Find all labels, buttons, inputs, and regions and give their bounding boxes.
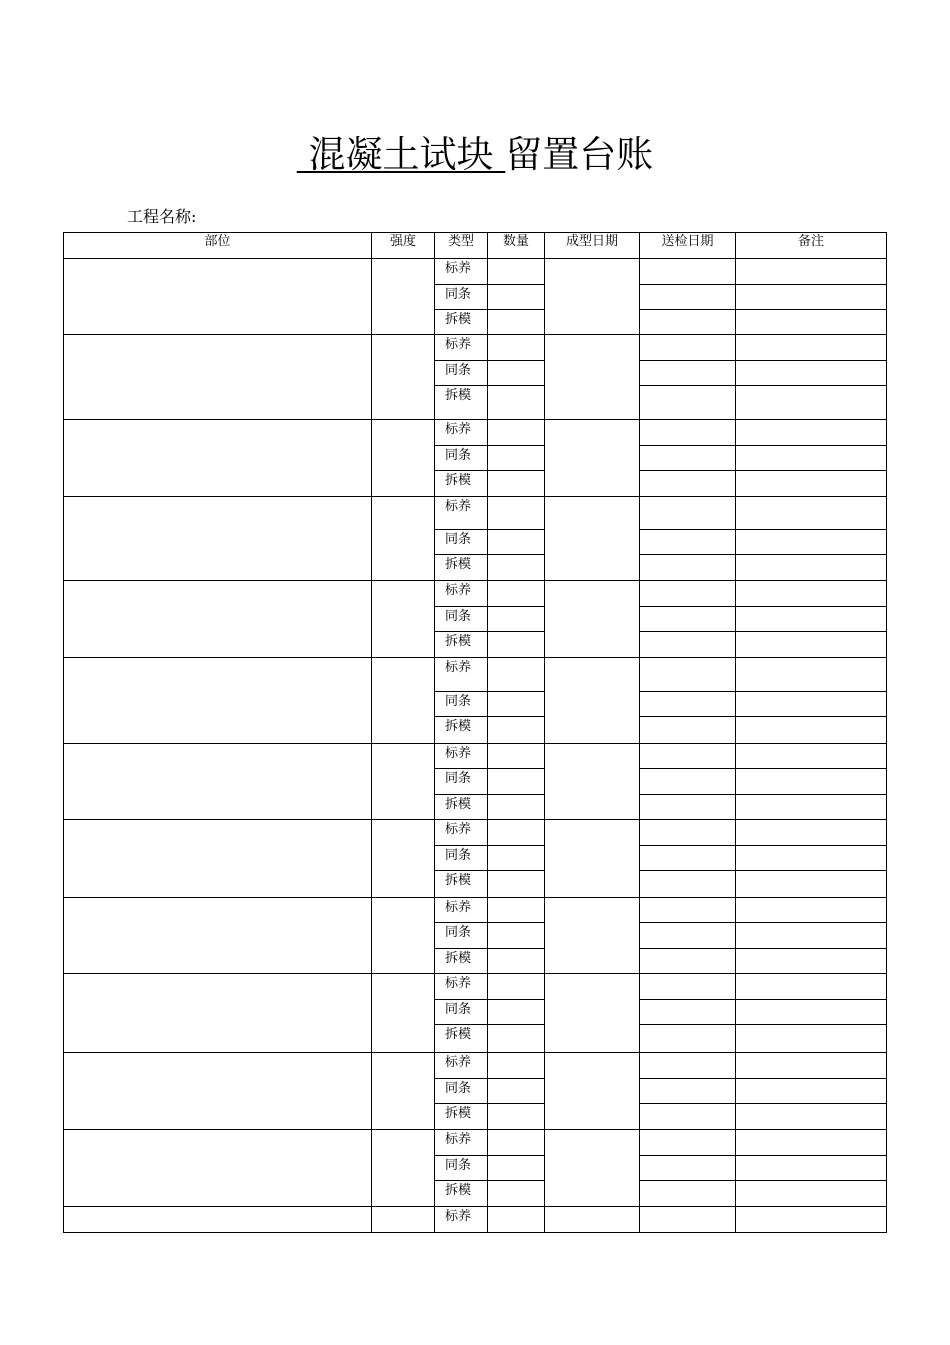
table-row — [64, 898, 887, 923]
type-cell: 拆模 — [435, 1025, 488, 1053]
remarks-cell[interactable] — [736, 871, 887, 898]
table-row — [64, 744, 887, 769]
quantity-cell[interactable] — [488, 1053, 545, 1079]
test-date-cell[interactable] — [640, 1079, 736, 1104]
type-cell: 同条 — [435, 285, 488, 310]
table-row — [64, 974, 887, 1000]
quantity-cell[interactable] — [488, 1130, 545, 1156]
quantity-cell[interactable] — [488, 1207, 545, 1233]
quantity-cell[interactable] — [488, 497, 545, 530]
quantity-cell[interactable] — [488, 259, 545, 285]
test-date-cell[interactable] — [640, 1181, 736, 1207]
header-test-date: 送检日期 — [640, 233, 736, 259]
strength-cell[interactable] — [372, 898, 435, 974]
quantity-cell[interactable] — [488, 361, 545, 386]
remarks-cell[interactable] — [736, 259, 887, 285]
type-cell: 标养 — [435, 820, 488, 846]
quantity-cell[interactable] — [488, 1025, 545, 1053]
quantity-cell[interactable] — [488, 581, 545, 607]
header-row — [64, 233, 887, 259]
test-date-cell[interactable] — [640, 446, 736, 471]
remarks-cell[interactable] — [736, 446, 887, 471]
type-cell: 标养 — [435, 974, 488, 1000]
remarks-cell[interactable] — [736, 386, 887, 420]
remarks-cell[interactable] — [736, 744, 887, 769]
type-cell: 同条 — [435, 361, 488, 386]
remarks-cell[interactable] — [736, 285, 887, 310]
test-date-cell[interactable] — [640, 871, 736, 898]
cast-date-cell[interactable] — [545, 1053, 640, 1130]
type-cell: 拆模 — [435, 871, 488, 898]
remarks-cell[interactable] — [736, 607, 887, 632]
remarks-cell[interactable] — [736, 1053, 887, 1079]
type-cell: 同条 — [435, 692, 488, 717]
type-cell: 拆模 — [435, 555, 488, 581]
test-date-cell[interactable] — [640, 1156, 736, 1181]
type-cell: 标养 — [435, 259, 488, 285]
strength-cell[interactable] — [372, 1130, 435, 1207]
test-date-cell[interactable] — [640, 898, 736, 923]
title-rest: 留置台账 — [505, 133, 654, 176]
remarks-cell[interactable] — [736, 717, 887, 744]
type-cell: 标养 — [435, 1130, 488, 1156]
table-row — [64, 820, 887, 846]
page-title — [0, 132, 950, 178]
cast-date-cell[interactable] — [545, 335, 640, 420]
remarks-cell[interactable] — [736, 820, 887, 846]
type-cell: 同条 — [435, 530, 488, 555]
remarks-cell[interactable] — [736, 1130, 887, 1156]
type-cell: 同条 — [435, 846, 488, 871]
strength-cell[interactable] — [372, 820, 435, 898]
type-cell: 同条 — [435, 446, 488, 471]
type-cell: 标养 — [435, 1207, 488, 1233]
header-cast-date: 成型日期 — [545, 233, 640, 259]
title-underlined-part: 混凝土试块 — [296, 133, 506, 176]
remarks-cell[interactable] — [736, 581, 887, 607]
quantity-cell[interactable] — [488, 310, 545, 335]
type-cell: 拆模 — [435, 795, 488, 820]
quantity-cell[interactable] — [488, 555, 545, 581]
location-cell[interactable] — [64, 744, 372, 820]
location-cell[interactable] — [64, 581, 372, 658]
remarks-cell[interactable] — [736, 361, 887, 386]
test-date-cell[interactable] — [640, 923, 736, 949]
test-date-cell[interactable] — [640, 310, 736, 335]
test-date-cell[interactable] — [640, 820, 736, 846]
quantity-cell[interactable] — [488, 1000, 545, 1025]
quantity-cell[interactable] — [488, 898, 545, 923]
test-date-cell[interactable] — [640, 1000, 736, 1025]
remarks-cell[interactable] — [736, 1104, 887, 1130]
cast-date-cell[interactable] — [545, 420, 640, 497]
quantity-cell[interactable] — [488, 1181, 545, 1207]
type-cell: 同条 — [435, 769, 488, 795]
remarks-cell[interactable] — [736, 555, 887, 581]
remarks-cell[interactable] — [736, 1025, 887, 1053]
project-name-label: 工程名称: — [127, 207, 197, 226]
remarks-cell[interactable] — [736, 769, 887, 795]
cast-date-cell[interactable] — [545, 744, 640, 820]
cast-date-cell[interactable] — [545, 820, 640, 898]
location-cell[interactable] — [64, 1053, 372, 1130]
quantity-cell[interactable] — [488, 632, 545, 658]
test-date-cell[interactable] — [640, 259, 736, 285]
test-date-cell[interactable] — [640, 361, 736, 386]
test-date-cell[interactable] — [640, 1207, 736, 1233]
type-cell: 拆模 — [435, 1181, 488, 1207]
remarks-cell[interactable] — [736, 898, 887, 923]
test-date-cell[interactable] — [640, 658, 736, 692]
test-date-cell[interactable] — [640, 769, 736, 795]
quantity-cell[interactable] — [488, 692, 545, 717]
type-cell: 拆模 — [435, 471, 488, 497]
type-cell: 同条 — [435, 1079, 488, 1104]
test-date-cell[interactable] — [640, 1053, 736, 1079]
test-date-cell[interactable] — [640, 692, 736, 717]
quantity-cell[interactable] — [488, 446, 545, 471]
cast-date-cell[interactable] — [545, 658, 640, 744]
location-cell[interactable] — [64, 335, 372, 420]
remarks-cell[interactable] — [736, 310, 887, 335]
strength-cell[interactable] — [372, 335, 435, 420]
type-cell: 拆模 — [435, 310, 488, 335]
remarks-cell[interactable] — [736, 1181, 887, 1207]
cast-date-cell[interactable] — [545, 497, 640, 581]
remarks-cell[interactable] — [736, 846, 887, 871]
type-cell: 拆模 — [435, 632, 488, 658]
test-date-cell[interactable] — [640, 420, 736, 446]
location-cell[interactable] — [64, 658, 372, 744]
test-date-cell[interactable] — [640, 795, 736, 820]
type-cell: 标养 — [435, 1053, 488, 1079]
quantity-cell[interactable] — [488, 1104, 545, 1130]
location-cell[interactable] — [64, 1130, 372, 1207]
remarks-cell[interactable] — [736, 923, 887, 949]
strength-cell[interactable] — [372, 1053, 435, 1130]
type-cell: 同条 — [435, 923, 488, 949]
test-date-cell[interactable] — [640, 744, 736, 769]
test-date-cell[interactable] — [640, 1025, 736, 1053]
quantity-cell[interactable] — [488, 744, 545, 769]
test-date-cell[interactable] — [640, 335, 736, 361]
table-row — [64, 1207, 887, 1233]
strength-cell[interactable] — [372, 259, 435, 335]
test-date-cell[interactable] — [640, 717, 736, 744]
type-cell: 同条 — [435, 1156, 488, 1181]
cast-date-cell[interactable] — [545, 974, 640, 1053]
remarks-cell[interactable] — [736, 795, 887, 820]
type-cell: 标养 — [435, 497, 488, 530]
type-cell: 标养 — [435, 658, 488, 692]
type-cell: 拆模 — [435, 717, 488, 744]
type-cell: 拆模 — [435, 949, 488, 974]
location-cell[interactable] — [64, 820, 372, 898]
remarks-cell[interactable] — [736, 1000, 887, 1025]
strength-cell[interactable] — [372, 658, 435, 744]
header-location: 部位 — [64, 233, 372, 259]
remarks-cell[interactable] — [736, 420, 887, 446]
test-date-cell[interactable] — [640, 1130, 736, 1156]
type-cell: 同条 — [435, 1000, 488, 1025]
strength-cell[interactable] — [372, 581, 435, 658]
type-cell: 标养 — [435, 898, 488, 923]
test-date-cell[interactable] — [640, 974, 736, 1000]
table-row — [64, 420, 887, 446]
quantity-cell[interactable] — [488, 1156, 545, 1181]
quantity-cell[interactable] — [488, 420, 545, 446]
test-date-cell[interactable] — [640, 285, 736, 310]
test-date-cell[interactable] — [640, 530, 736, 555]
remarks-cell[interactable] — [736, 530, 887, 555]
test-date-cell[interactable] — [640, 386, 736, 420]
table-row — [64, 497, 887, 530]
remarks-cell[interactable] — [736, 949, 887, 974]
location-cell[interactable] — [64, 497, 372, 581]
quantity-cell[interactable] — [488, 658, 545, 692]
header-strength: 强度 — [372, 233, 435, 259]
cast-date-cell[interactable] — [545, 898, 640, 974]
quantity-cell[interactable] — [488, 335, 545, 361]
location-cell[interactable] — [64, 1207, 372, 1233]
remarks-cell[interactable] — [736, 335, 887, 361]
quantity-cell[interactable] — [488, 1079, 545, 1104]
table-row — [64, 335, 887, 361]
cast-date-cell[interactable] — [545, 1130, 640, 1207]
table-row — [64, 658, 887, 692]
remarks-cell[interactable] — [736, 692, 887, 717]
remarks-cell[interactable] — [736, 471, 887, 497]
test-date-cell[interactable] — [640, 581, 736, 607]
remarks-cell[interactable] — [736, 497, 887, 530]
remarks-cell[interactable] — [736, 1156, 887, 1181]
cast-date-cell[interactable] — [545, 581, 640, 658]
header-remarks: 备注 — [736, 233, 887, 259]
location-cell[interactable] — [64, 420, 372, 497]
ledger-table — [63, 232, 887, 1233]
quantity-cell[interactable] — [488, 923, 545, 949]
test-date-cell[interactable] — [640, 632, 736, 658]
quantity-cell[interactable] — [488, 386, 545, 420]
location-cell[interactable] — [64, 898, 372, 974]
remarks-cell[interactable] — [736, 632, 887, 658]
quantity-cell[interactable] — [488, 871, 545, 898]
quantity-cell[interactable] — [488, 607, 545, 632]
cast-date-cell[interactable] — [545, 1207, 640, 1233]
test-date-cell[interactable] — [640, 1104, 736, 1130]
type-cell: 标养 — [435, 420, 488, 446]
strength-cell[interactable] — [372, 420, 435, 497]
quantity-cell[interactable] — [488, 285, 545, 310]
location-cell[interactable] — [64, 259, 372, 335]
cast-date-cell[interactable] — [545, 259, 640, 335]
type-cell: 拆模 — [435, 386, 488, 420]
test-date-cell[interactable] — [640, 949, 736, 974]
type-cell: 标养 — [435, 335, 488, 361]
quantity-cell[interactable] — [488, 717, 545, 744]
test-date-cell[interactable] — [640, 497, 736, 530]
strength-cell[interactable] — [372, 744, 435, 820]
table-row — [64, 1130, 887, 1156]
remarks-cell[interactable] — [736, 1207, 887, 1233]
header-quantity: 数量 — [488, 233, 545, 259]
quantity-cell[interactable] — [488, 769, 545, 795]
test-date-cell[interactable] — [640, 607, 736, 632]
quantity-cell[interactable] — [488, 471, 545, 497]
quantity-cell[interactable] — [488, 974, 545, 1000]
remarks-cell[interactable] — [736, 974, 887, 1000]
table-row — [64, 1053, 887, 1079]
test-date-cell[interactable] — [640, 471, 736, 497]
remarks-cell[interactable] — [736, 1079, 887, 1104]
test-date-cell[interactable] — [640, 555, 736, 581]
type-cell: 拆模 — [435, 1104, 488, 1130]
quantity-cell[interactable] — [488, 530, 545, 555]
location-cell[interactable] — [64, 974, 372, 1053]
type-cell: 同条 — [435, 607, 488, 632]
strength-cell[interactable] — [372, 497, 435, 581]
quantity-cell[interactable] — [488, 795, 545, 820]
header-type: 类型 — [435, 233, 488, 259]
type-cell: 标养 — [435, 744, 488, 769]
remarks-cell[interactable] — [736, 658, 887, 692]
type-cell: 标养 — [435, 581, 488, 607]
table-row — [64, 581, 887, 607]
test-date-cell[interactable] — [640, 846, 736, 871]
quantity-cell[interactable] — [488, 846, 545, 871]
quantity-cell[interactable] — [488, 820, 545, 846]
quantity-cell[interactable] — [488, 949, 545, 974]
table-row — [64, 259, 887, 285]
strength-cell[interactable] — [372, 974, 435, 1053]
ledger-body — [64, 259, 887, 1233]
strength-cell[interactable] — [372, 1207, 435, 1233]
